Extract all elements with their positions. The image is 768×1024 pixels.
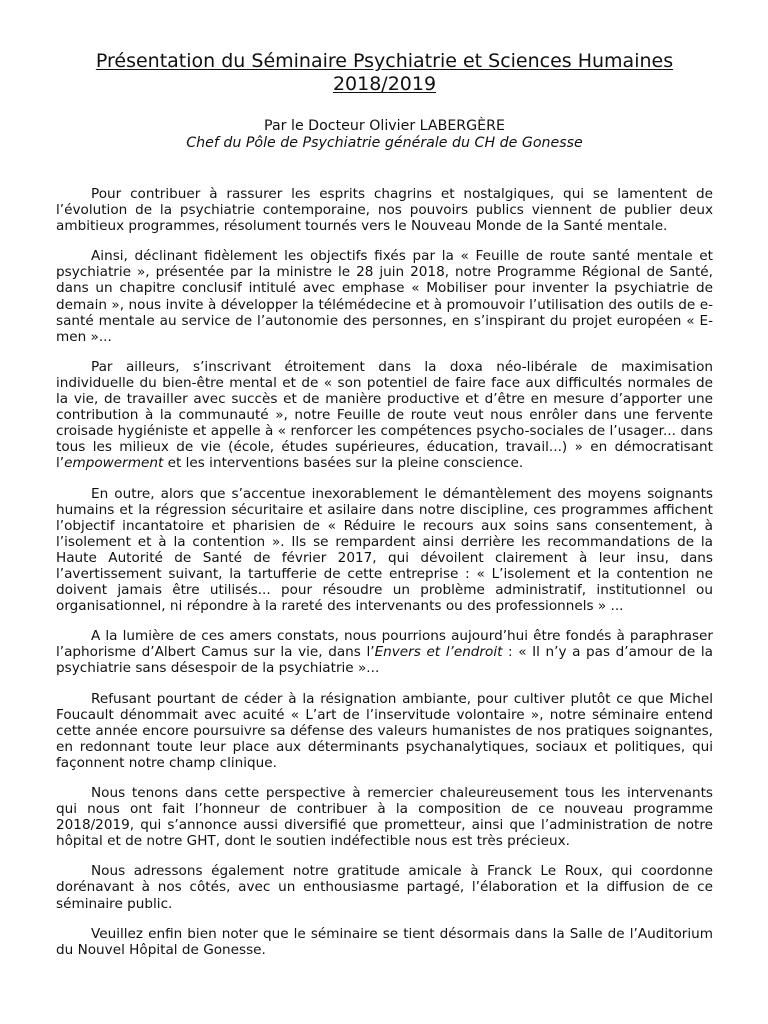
author-role: Chef du Pôle de Psychiatrie générale du CH de Gonesse: [186, 135, 583, 151]
paragraph-3: [56, 359, 713, 472]
paragraph-2: Ainsi, déclinant fidèlement les objectifs fixés par la « Feuille de route santé mentale et psychiatrie », présentée par la ministre le 28 juin 2018, notre Programme Régional de Santé, dans un chapitre conclusif intitulé avec emphase « Mobiliser pour inventer la psychiatrie de demain », nous invite à développer la télémédecine et à promouvoir l’utilisation des outils de e-santé mentale au service de l’autonomie des personnes, en s’inspirant du projet européen « E-men »...: [56, 248, 713, 345]
paragraph-8: Nous adressons également notre gratitude amicale à Franck Le Roux, qui coordonne dorénavant à nos côtés, avec un enthousiasme partagé, l’élaboration et la diffusion de ce séminaire public.: [56, 863, 713, 912]
paragraph-3-emphasis: empowerment: [64, 455, 164, 472]
paragraph-5-emphasis: Envers et l’endroit: [374, 644, 503, 661]
document-title: [56, 50, 713, 96]
paragraph-3-text-a: Par ailleurs, s’inscrivant étroitement dans la doxa néo-libérale de maximisation individuelle du bien-être mental et de « son potentiel de faire face aux difficultés normales de la vie, de travailler avec succès et de manière productive et d’être en mesure d’apporter une contribution à la communauté », notre Feuille de route veut nous enrôler dans une fervente croisade hygiéniste et appelle à « renforcer les compétences psycho-sociales de l’usager... dans tous les milieux de vie (école, études supérieures, éducation, travail...) » en démocratisant l’: [56, 358, 713, 472]
title-line-2: 2018/2019: [332, 73, 437, 95]
paragraph-1: Pour contribuer à rassurer les esprits chagrins et nostalgiques, qui se lamentent de l’évolution de la psychiatrie contemporaine, nos pouvoirs publics viennent de publier deux ambitieux programmes, résolument tournés vers le Nouveau Monde de la Santé mentale.: [56, 186, 713, 235]
paragraph-9: Veuillez enfin bien noter que le séminaire se tient désormais dans la Salle de l’Auditorium du Nouvel Hôpital de Gonesse.: [56, 925, 713, 958]
paragraph-3-text-b: et les interventions basées sur la pleine conscience.: [163, 455, 524, 472]
paragraph-6: Refusant pourtant de céder à la résignation ambiante, pour cultiver plutôt ce que Michel Foucault dénommait avec acuité « L’art de l’inservitude volontaire », notre séminaire entend cette année encore poursuivre sa défense des valeurs humanistes de nos pratiques soignantes, en redonnant toute leur place aux déterminants psychanalytiques, sociaux et politiques, qui façonnent notre champ clinique.: [56, 690, 713, 771]
body-text: [56, 186, 713, 958]
paragraph-5-text-a: A la lumière de ces amers constats, nous pourrions aujourd’hui être fondés à paraphraser l’aphorisme d’Albert Camus sur la vie, dans l’: [56, 628, 713, 661]
document-page: [56, 50, 713, 972]
paragraph-5-text-b: : « Il n’y a pas d’amour de la psychiatrie sans désespoir de la psychiatrie »...: [56, 644, 713, 677]
author-name: Par le Docteur Olivier LABERGÈRE: [264, 118, 505, 134]
paragraph-7: Nous tenons dans cette perspective à remercier chaleureusement tous les intervenants qui nous ont fait l’honneur de contribuer à la composition de ce nouveau programme 2018/2019, qui s’annonce aussi diversifié que prometteur, ainsi que l’administration de notre hôpital et de notre GHT, dont le soutien indéfectible nous est très précieux.: [56, 785, 713, 850]
author-block: [56, 118, 713, 152]
title-line-1: Présentation du Séminaire Psychiatrie et Sciences Humaines: [95, 50, 674, 72]
paragraph-4: En outre, alors que s’accentue inexorablement le démantèlement des moyens soignants humains et la régression sécuritaire et asilaire dans notre discipline, ces programmes affichent l’objectif incantatoire et pharisien de « Réduire le recours aux soins sans consentement, à l’isolement et à la contention ». Ils se rempardent ainsi derrière les recommandations de la Haute Autorité de Santé de février 2017, qui dévoilent clairement à leur insu, dans l’avertissement suivant, la tartufferie de cette entreprise : « L’isolement et la contention ne doivent jamais être utilisés... pour résoudre un problème administratif, institutionnel ou organisationnel, ni répondre à la rareté des intervenants ou des professionnels » ...: [56, 485, 713, 615]
paragraph-5: [56, 628, 713, 676]
